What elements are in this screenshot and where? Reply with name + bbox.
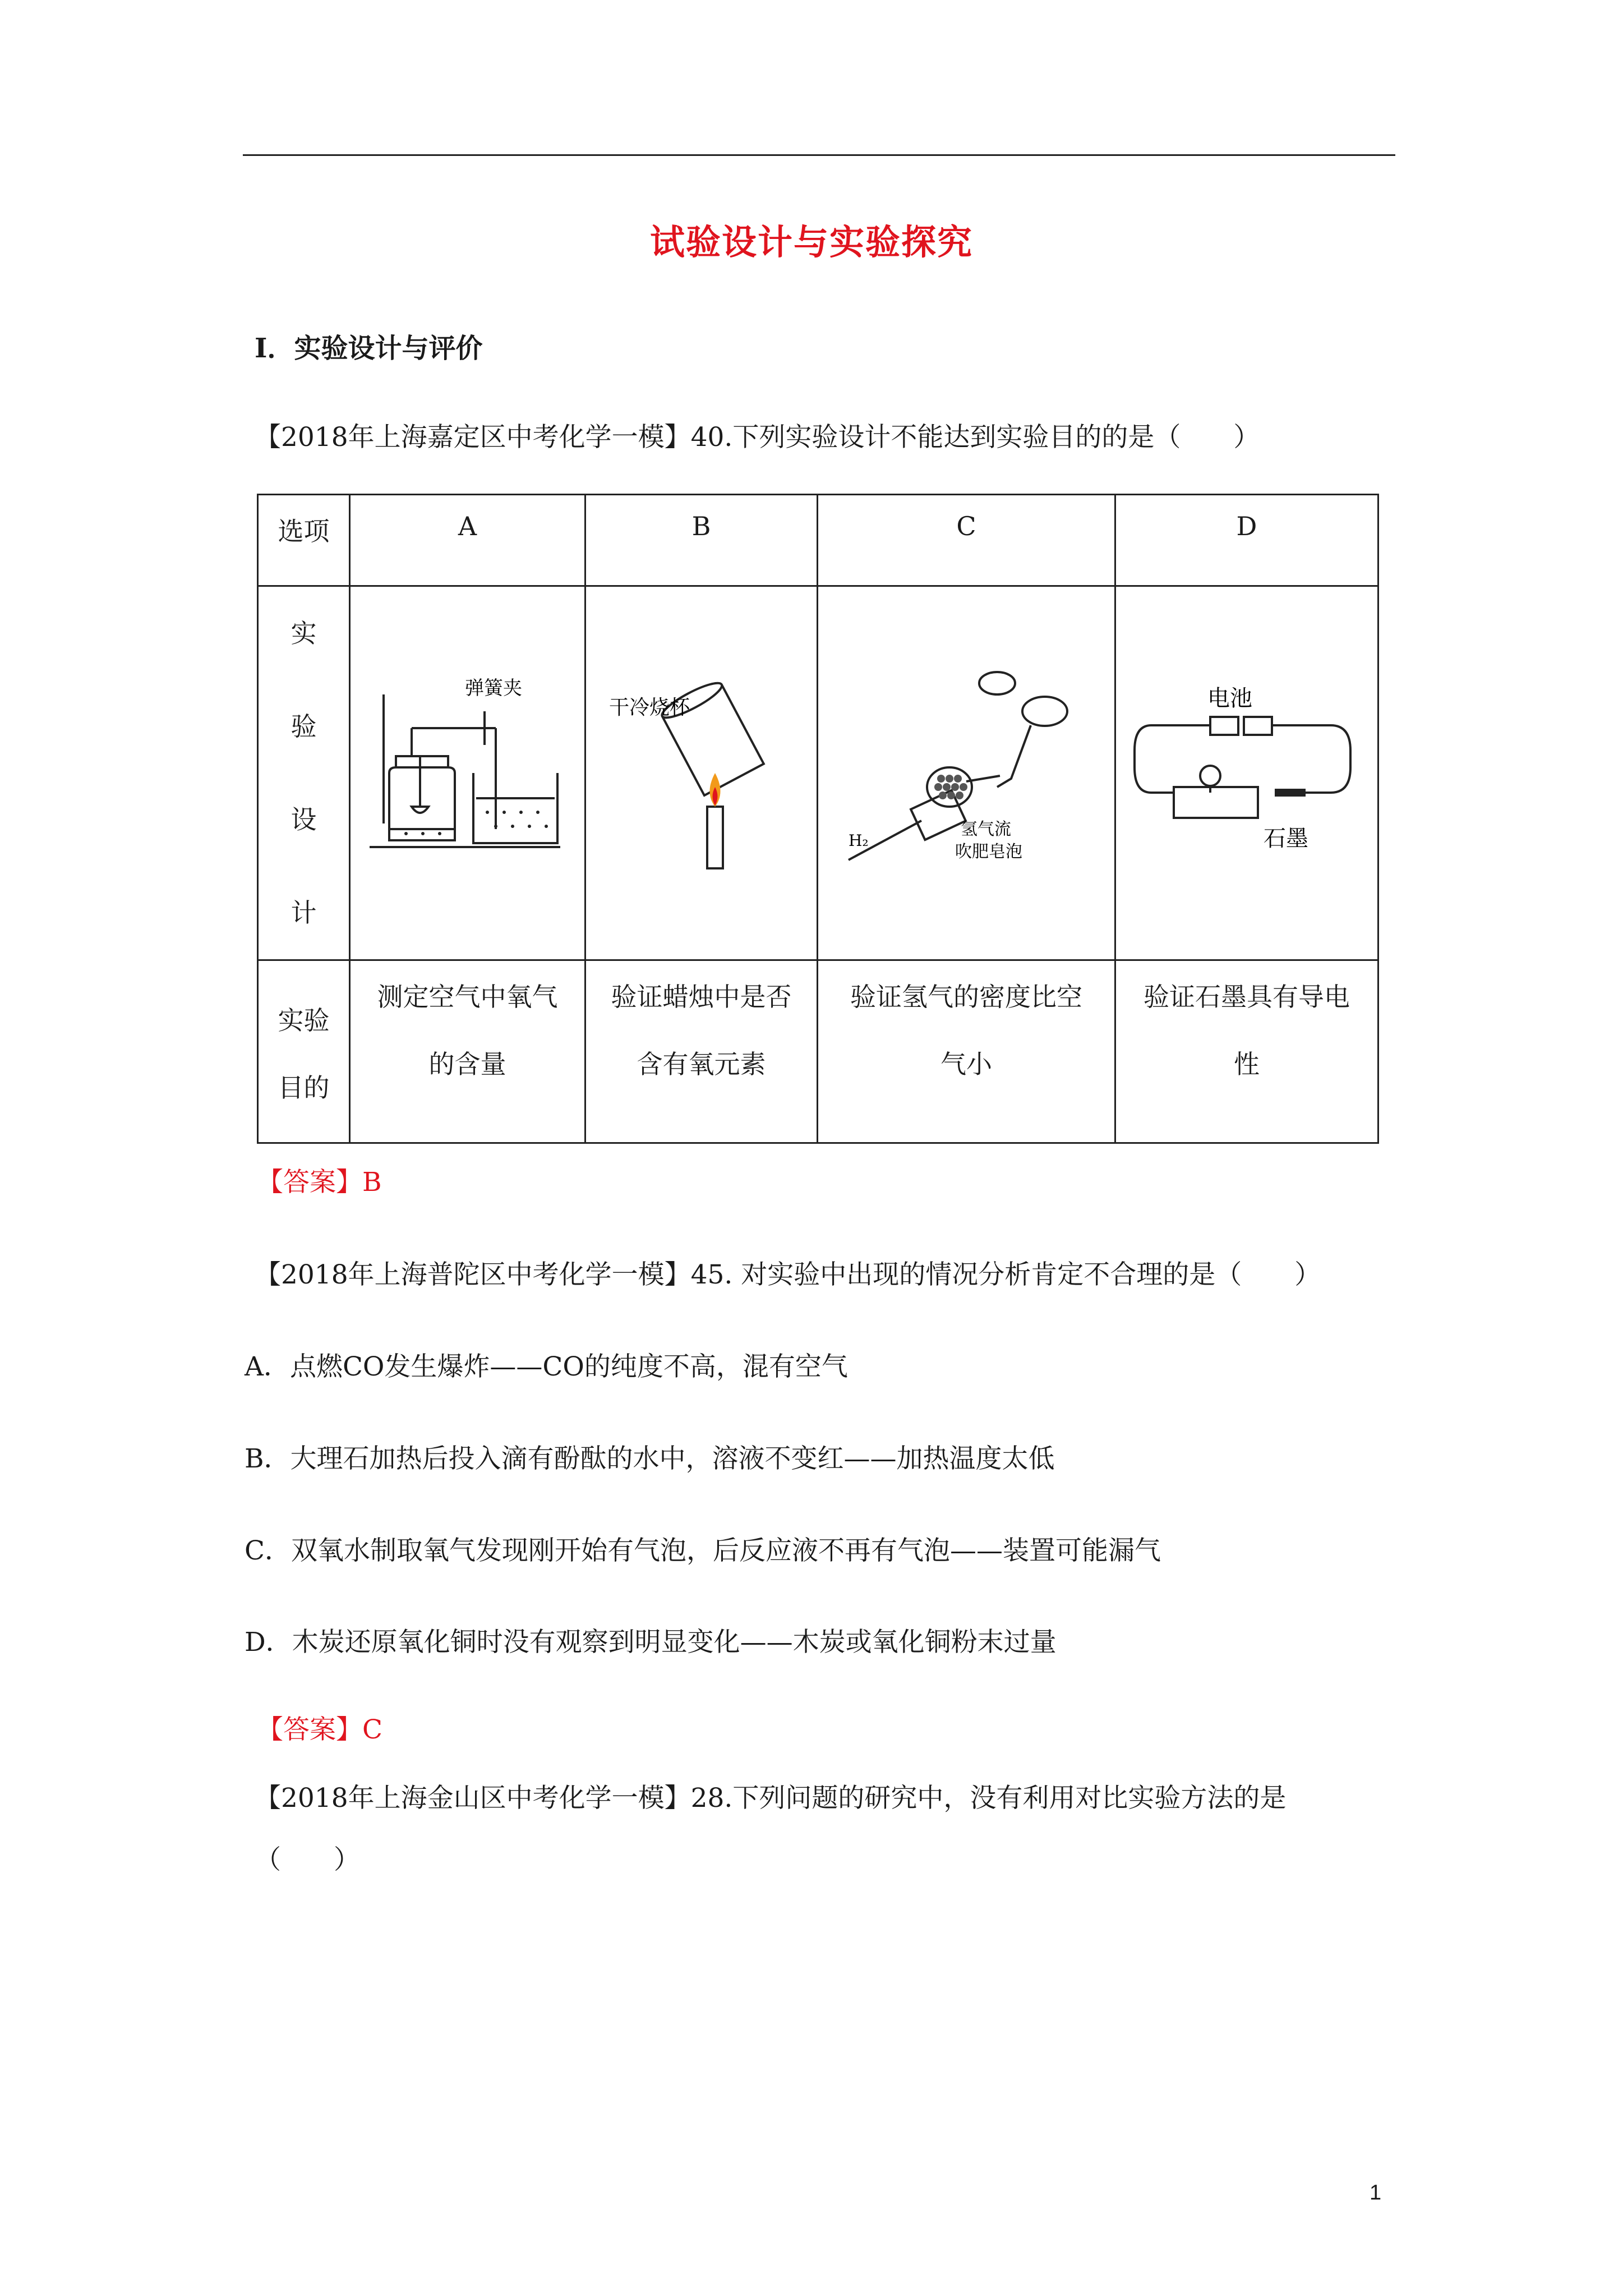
q1-answer: 【答案】B (257, 1167, 382, 1198)
q1-answer-value: B (362, 1167, 382, 1198)
q2-option-b: B．大理石加热后投入滴有酚酞的水中，溶液不变红——加热温度太低 (245, 1443, 1055, 1474)
hydrogen-flow-label: 氢气流 (961, 820, 1011, 839)
table-row-options (258, 495, 1378, 586)
diagram-d-cell (1115, 586, 1378, 960)
option-c: C (818, 495, 1115, 586)
option-a: A (350, 495, 585, 586)
goal-b: 验证蜡烛中是否 含有氧元素 (585, 960, 818, 1143)
q2-answer: 【答案】C (257, 1714, 382, 1745)
q2-stem: 【2018年上海普陀区中考化学一模】45. 对实验中出现的情况分析肯定不合理的是（ ） (255, 1259, 1321, 1290)
goal-a: 测定空气中氧气 的含量 (350, 960, 585, 1143)
experiment-table (257, 494, 1379, 1144)
battery-label: 电池 (1207, 685, 1252, 711)
hydrogen-bubble-diagram (837, 666, 1095, 880)
goal-d: 验证石墨具有导电 性 (1115, 960, 1378, 1143)
diagram-c-cell (818, 586, 1115, 960)
graphite-circuit-diagram (1129, 683, 1364, 863)
page-title: 试验设计与实验探究 (649, 222, 973, 263)
goal-label: 实验 目的 (258, 960, 350, 1143)
option-d: D (1115, 495, 1378, 586)
q3-stem: 【2018年上海金山区中考化学一模】28.下列问题的研究中，没有利用对比实验方法的是 (255, 1783, 1287, 1814)
options-label: 选项 (258, 495, 350, 586)
section-heading: I．实验设计与评价 (255, 333, 483, 364)
header-rule (243, 154, 1395, 156)
diagram-b-cell (585, 586, 818, 960)
oxygen-measurement-apparatus-diagram (367, 672, 569, 874)
clamp-label: 弹簧夹 (464, 677, 522, 700)
goal-c: 验证氢气的密度比空 气小 (818, 960, 1115, 1143)
option-b: B (585, 495, 818, 586)
graphite-label: 石墨 (1264, 826, 1308, 852)
blow-bubble-label: 吹肥皂泡 (955, 842, 1022, 862)
design-label: 实 验 设 计 (258, 586, 350, 960)
dry-cold-beaker-label: 干冷烧杯 (608, 696, 690, 719)
hydrogen-label: H₂ (849, 831, 869, 850)
q1-stem: 【2018年上海嘉定区中考化学一模】40.下列实验设计不能达到实验目的的是（ ） (255, 422, 1260, 453)
q2-option-d: D．木炭还原氧化铜时没有观察到明显变化——木炭或氧化铜粉末过量 (245, 1627, 1057, 1658)
table-row-goals (258, 960, 1378, 1143)
q2-answer-value: C (362, 1714, 382, 1745)
q2-option-c: C．双氧水制取氧气发现刚开始有气泡，后反应液不再有气泡——装置可能漏气 (245, 1535, 1161, 1566)
diagram-a-cell (350, 586, 585, 960)
q2-option-a: A．点燃CO发生爆炸——CO的纯度不高，混有空气 (245, 1351, 848, 1382)
table-row-design (258, 586, 1378, 960)
page-number: 1 (1370, 2181, 1382, 2205)
candle-beaker-diagram (603, 672, 800, 874)
q3-stem-continuation: （ ） (255, 1844, 360, 1875)
